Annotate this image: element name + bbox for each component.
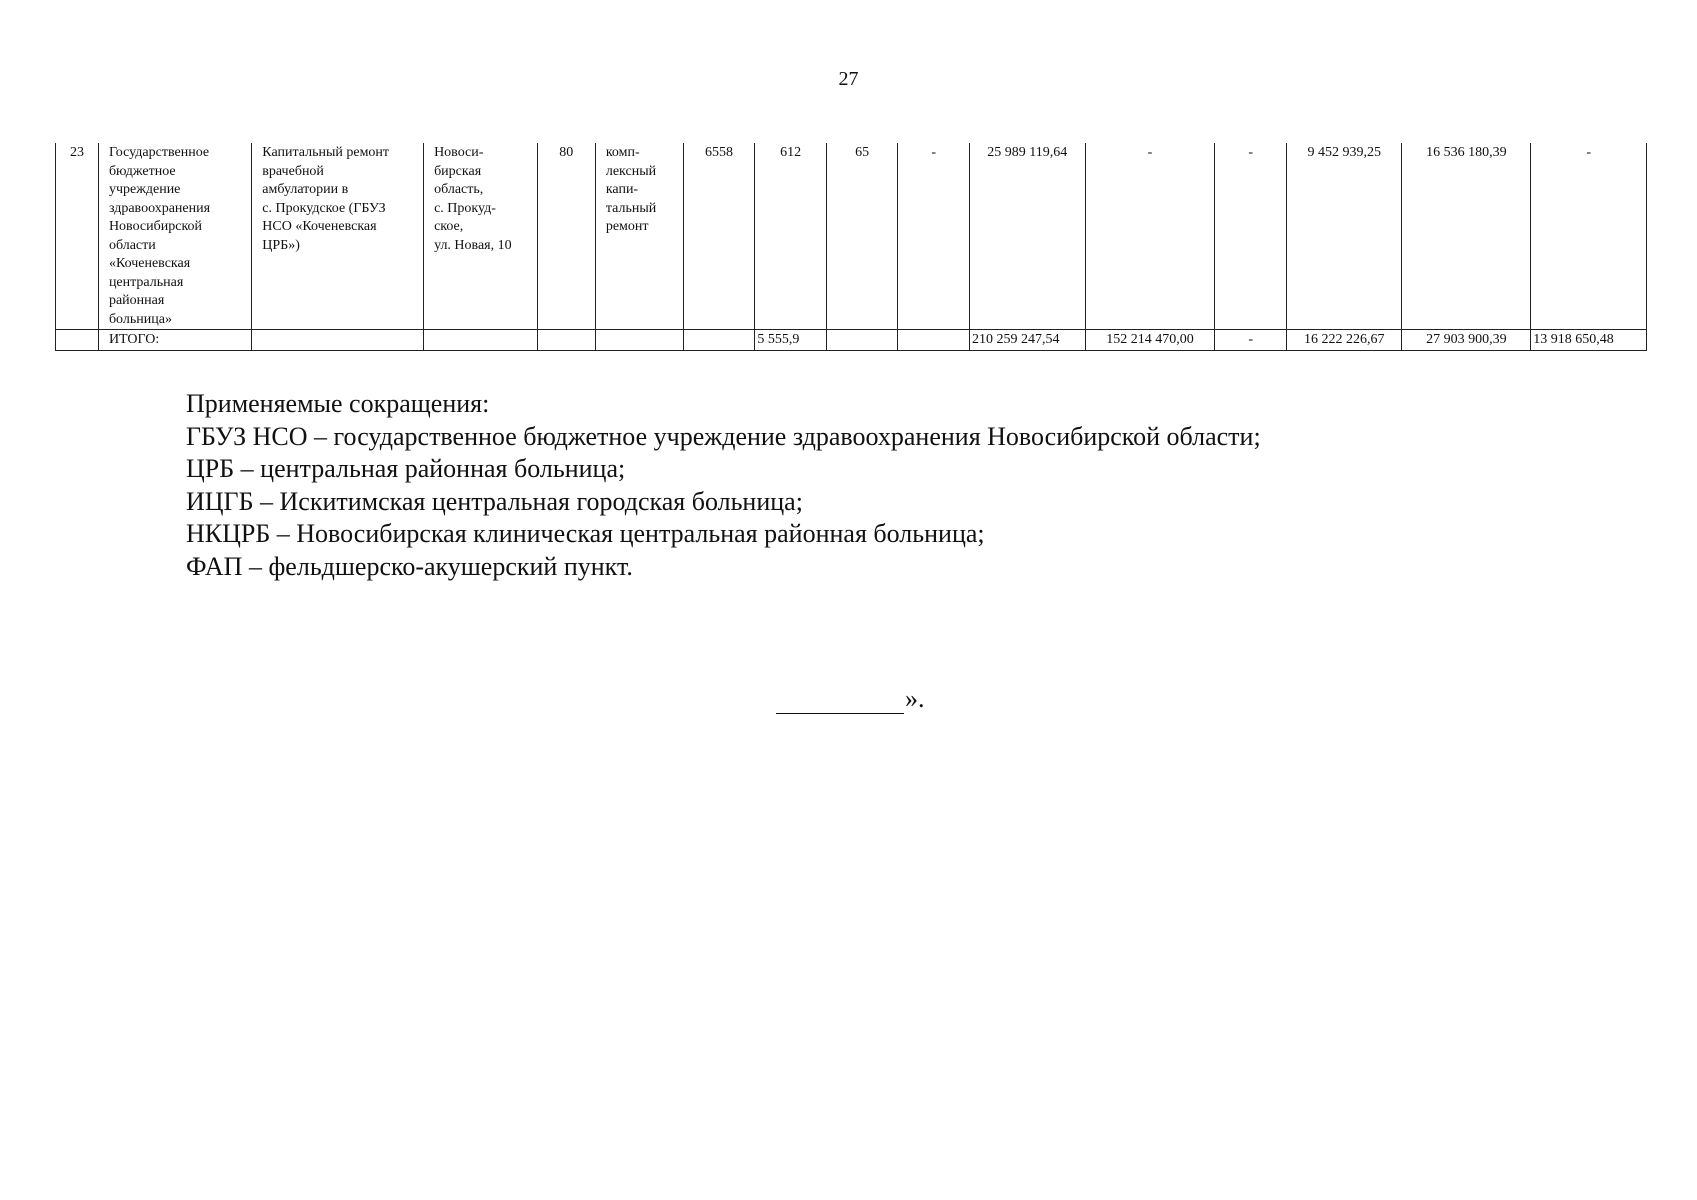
value-cell-8: 65 xyxy=(826,143,898,330)
value-cell-9: - xyxy=(898,143,970,330)
value-cell-14: 16 536 180,39 xyxy=(1402,143,1531,330)
institution-cell: Государственное бюджетное учреждение здравоохранения Новосибирской области «Коченевская центральная районная больница» xyxy=(98,143,251,330)
value-cell-11: - xyxy=(1085,143,1215,330)
closing-quote: ». xyxy=(905,684,925,713)
empty-cell xyxy=(424,330,537,351)
work-type-cell: комп- лексный капи- тальный ремонт xyxy=(595,143,683,330)
object-cell: Капитальный ремонт врачебной амбулатории в с. Прокудское (ГБУЗ НСО «Коченевская ЦРБ») xyxy=(252,143,424,330)
row-number-cell: 23 xyxy=(56,143,99,330)
abbreviation-item: НКЦРБ – Новосибирская клиническая центральная районная больница; xyxy=(186,519,985,548)
abbreviation-item: ЦРБ – центральная районная больница; xyxy=(186,454,626,483)
empty-cell xyxy=(826,330,898,351)
total-value-12: - xyxy=(1215,330,1287,351)
total-row xyxy=(56,330,1647,351)
closing-mark xyxy=(776,684,925,714)
total-label: ИТОГО: xyxy=(98,330,251,351)
value-cell-6: 6558 xyxy=(683,143,755,330)
total-value-13: 16 222 226,67 xyxy=(1286,330,1402,351)
abbreviation-item: ФАП – фельдшерско-акушерский пункт. xyxy=(186,551,633,581)
capital-repair-table xyxy=(55,143,1647,351)
abbreviation-item: ГБУЗ НСО – государственное бюджетное учреждение здравоохранения Новосибирской области; xyxy=(186,421,1261,451)
table-row xyxy=(56,143,1647,330)
page-number: 27 xyxy=(838,68,859,90)
total-area-cell: 5 555,9 xyxy=(755,330,827,351)
value-cell-13: 9 452 939,25 xyxy=(1286,143,1402,330)
address-cell: Новоси- бирская область, с. Прокуд- ское, ул. Новая, 10 xyxy=(424,143,537,330)
total-value-10: 210 259 247,54 xyxy=(970,330,1086,351)
value-cell-10: 25 989 119,64 xyxy=(970,143,1086,330)
empty-cell xyxy=(683,330,755,351)
total-value-15: 13 918 650,48 xyxy=(1531,330,1647,351)
empty-cell xyxy=(537,330,595,351)
closing-underline xyxy=(776,689,904,714)
value-cell-4: 80 xyxy=(537,143,595,330)
empty-cell xyxy=(252,330,424,351)
empty-cell xyxy=(898,330,970,351)
value-cell-15: - xyxy=(1531,143,1647,330)
total-value-14: 27 903 900,39 xyxy=(1402,330,1531,351)
empty-cell xyxy=(595,330,683,351)
empty-cell xyxy=(56,330,99,351)
abbreviations-heading: Применяемые сокращения: xyxy=(186,389,490,418)
total-value-11: 152 214 470,00 xyxy=(1085,330,1215,351)
value-cell-7: 612 xyxy=(755,143,827,330)
value-cell-12: - xyxy=(1215,143,1287,330)
abbreviation-item: ИЦГБ – Искитимская центральная городская больница; xyxy=(186,486,803,516)
abbreviations-block xyxy=(186,388,1606,583)
